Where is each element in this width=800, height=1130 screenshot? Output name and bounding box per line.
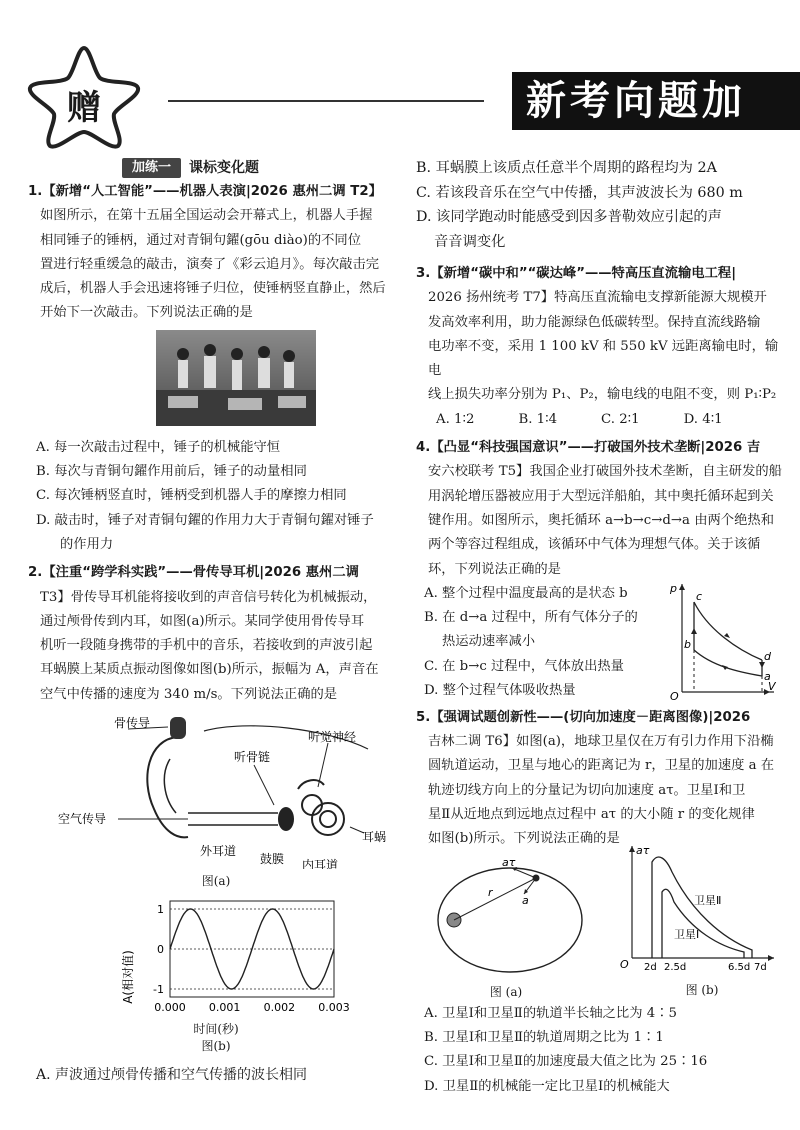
q3-line: 电功率不变，采用 1 100 kV 和 550 kV 远距离输电时，输电 (428, 338, 779, 379)
q3-option-d[interactable]: D. 4∶1 (683, 411, 723, 427)
q2-option-d[interactable]: D. 该同学跑动时能感受到因多普勒效应引起的声 (416, 209, 722, 225)
orbit-diagram (426, 856, 596, 986)
q2-tag: 【注重“跨学科实践”——骨传导耳机|2026 惠州二调 (42, 565, 359, 581)
q5-line: 星Ⅱ从近地点到远地点过程中 aτ 的大小随 r 的变化规律 (428, 807, 755, 823)
chart-ylabel: A(相对值) (121, 950, 135, 1005)
q3-line: 发高效率利用，助力能源绿色低碳转型。保持直流线路输 (428, 314, 761, 330)
ear-diagram (28, 709, 404, 869)
q1-tag: 【新增“人工智能”——机器人表演|2026 惠州二调 T2】 (42, 184, 382, 199)
vibration-chart (28, 893, 404, 1021)
q3-line: 线上损失功率分别为 P₁、P₂，输电线的电阻不变，则 P₁∶P₂ (428, 387, 777, 403)
pv-state-a: a (764, 669, 771, 683)
q1-line: 成后，机器人手会迅速将锤子归位，使锤柄竖直静止，然后 (40, 281, 386, 297)
q1-option-d-cont: 的作用力 (60, 536, 114, 552)
chart-xtick-2.5d: 2.5d (664, 961, 687, 973)
q1-option-d[interactable]: D. 敲击时，锤子对青铜句鑃的作用力大于青铜句鑃对锤子 (36, 512, 374, 528)
chart-xtick-7d: 7d (754, 961, 767, 973)
q2-option-b[interactable]: B. 耳蜗膜上该质点任意半个周期的路程均为 2A (416, 160, 717, 176)
label-bone-conduction: 骨传导 (114, 716, 151, 731)
q3-number: 3. (416, 266, 431, 281)
chart-origin: O (620, 957, 629, 971)
chart-y-label: aτ (636, 843, 650, 857)
q2-line: 耳蜗膜上某质点振动图像如图(b)所示，振幅为 A，声音在 (40, 662, 379, 678)
q1-option-c[interactable]: C. 每次锤柄竖直时，锤柄受到机器人手的摩擦力相同 (36, 488, 347, 504)
chart-xtick-6.5d: 6.5d (728, 961, 751, 973)
tangential-acceleration-chart (612, 842, 782, 974)
q5-line: 轨迹切线方向上的分量记为切向加速度 aτ。卫星Ⅰ和卫 (428, 782, 746, 798)
q5-tag: 【强调试题创新性——(切向加速度－距离图像)|2026 (430, 709, 751, 725)
q4-tag: 【凸显“科技强国意识”——打破国外技术垄断|2026 吉 (430, 440, 761, 456)
chart-xtick: 0.002 (263, 1001, 296, 1015)
chart-ytick: -1 (153, 983, 164, 997)
q2-option-c[interactable]: C. 若该段音乐在空气中传播，其声波波长为 680 m (416, 184, 743, 201)
q3-tag: 【新增“碳中和”“碳达峰”——特高压直流输电工程| (430, 266, 737, 281)
chart-xtick: 0.000 (154, 1001, 186, 1015)
pv-state-b: b (684, 637, 691, 651)
label-air-conduction: 空气传导 (58, 812, 107, 827)
q4-line: 用涡轮增压器被应用于大型远洋船舶，其中奥托循环起到关 (428, 488, 774, 504)
q4-number: 4. (416, 440, 431, 456)
q4-option-b-cont: 热运动速率减小 (442, 634, 536, 650)
left-column (28, 156, 404, 1088)
label-ossicles: 听骨链 (234, 750, 271, 765)
q3-stem (416, 262, 786, 286)
q4-line: 键作用。如图所示，奥托循环 a→b→c→d→a 由两个绝热和 (428, 512, 774, 528)
label-cochlea: 耳蜗 (362, 830, 387, 845)
page-title: 新考向题加 (512, 72, 800, 130)
q2-stem (28, 561, 404, 585)
chart-ytick: 1 (157, 903, 164, 917)
section-heading (122, 156, 404, 180)
orbit-label-atau: aτ (502, 855, 516, 869)
chart-xtick-2d: 2d (644, 961, 657, 973)
q3-option-c[interactable]: C. 2∶1 (601, 411, 640, 427)
q2-chart-xlabel: 时间(秒) (193, 1022, 239, 1037)
q2-line: 通过颅骨传到内耳，如图(a)所示。某同学使用骨传导耳 (40, 613, 365, 629)
q5-option-d[interactable]: D. 卫星Ⅱ的机械能一定比卫星Ⅰ的机械能大 (424, 1078, 670, 1094)
chart-ytick: 0 (157, 943, 164, 957)
chart-xtick: 0.003 (318, 1001, 350, 1015)
section-title: 课标变化题 (189, 159, 260, 176)
q4-option-d[interactable]: D. 整个过程气体吸收热量 (424, 683, 576, 699)
chart-sat1-label: 卫星Ⅰ (674, 927, 700, 941)
pv-diagram (668, 580, 778, 702)
q1-line: 如图所示，在第十五届全国运动会开幕式上，机器人手握 (40, 208, 373, 224)
q2-option-d-cont: 音音调变化 (434, 233, 506, 250)
pv-state-c: c (696, 589, 703, 603)
q5-line: 吉林二调 T6】如图(a)，地球卫星仅在万有引力作用下沿椭 (428, 734, 774, 750)
q5-number: 5. (416, 709, 431, 725)
q4-stem (416, 436, 786, 460)
q4-line: 环，下列说法正确的是 (428, 561, 561, 577)
q4-line: 安六校联考 T5】我国企业打破国外技术垄断，自主研发的船 (428, 464, 782, 480)
pv-state-d: d (764, 649, 771, 663)
q1-number: 1. (28, 184, 43, 199)
q2-line: 机听一段随身携带的手机中的音乐，若接收到的声波引起 (40, 638, 373, 654)
q3-option-b[interactable]: B. 1∶4 (518, 411, 558, 427)
orbit-label-r: r (488, 885, 493, 899)
q1-line: 置进行轻重缓急的敲击，演奏了《彩云追月》。每次敲击完 (40, 256, 380, 272)
q5-option-c[interactable]: C. 卫星Ⅰ和卫星Ⅱ的加速度最大值之比为 25∶16 (424, 1054, 708, 1070)
label-eardrum: 鼓膜 (260, 852, 285, 867)
label-auditory-nerve: 听觉神经 (308, 730, 357, 745)
section-badge: 加练一 (122, 158, 181, 178)
q5-figures (416, 843, 786, 1002)
q2-fig-a-caption: 图(a) (201, 874, 231, 889)
q2-line: T3】骨传导耳机能将接收到的声音信号转化为机械振动， (40, 589, 377, 605)
q5-stem (416, 706, 786, 730)
pv-axis-v: V (768, 679, 776, 693)
robot-performance-photo (28, 330, 404, 428)
q4-option-c[interactable]: C. 在 b→c 过程中，气体放出热量 (424, 658, 624, 674)
right-column (416, 156, 786, 1099)
q1-line: 开始下一次敲击。下列说法正确的是 (40, 305, 253, 321)
q2-option-a[interactable]: A. 声波通过颅骨传播和空气传播的波长相同 (36, 1067, 308, 1084)
q1-option-a[interactable]: A. 每一次敲击过程中，锤子的机械能守恒 (36, 439, 281, 455)
chart-xtick: 0.001 (208, 1001, 241, 1015)
orbit-label-a: a (522, 893, 529, 907)
pv-axis-p: p (670, 581, 677, 595)
q2-line: 空气中传播的速度为 340 m/s。下列说法正确的是 (40, 686, 338, 702)
q5-fig-b-caption: 图 (b) (685, 982, 719, 997)
gift-badge-label: 赠 (67, 88, 101, 128)
q4-option-a[interactable]: A. 整个过程中温度最高的是状态 b (424, 585, 628, 601)
q4-options-block (416, 582, 786, 704)
q5-fig-a-caption: 图 (a) (489, 984, 523, 999)
q1-stem (28, 180, 404, 204)
q3-options (416, 408, 786, 432)
q2-fig-b-caption: 图(b) (201, 1039, 231, 1054)
q5-line: 圆轨道运动，卫星与地心的距离记为 r，卫星的加速度 a 在 (428, 758, 775, 774)
q4-option-b[interactable]: B. 在 d→a 过程中，所有气体分子的 (424, 610, 638, 626)
q4-line: 两个等容过程组成，该循环中气体为理想气体。关于该循 (428, 537, 761, 553)
q2-number: 2. (28, 565, 43, 581)
pv-origin: O (670, 689, 679, 702)
label-outer-canal: 外耳道 (200, 844, 237, 859)
label-inner-canal: 内耳道 (302, 858, 339, 870)
q3-option-a[interactable]: A. 1∶2 (436, 411, 475, 427)
q5-option-b[interactable]: B. 卫星Ⅰ和卫星Ⅱ的轨道周期之比为 1∶1 (424, 1029, 664, 1045)
q5-line: 如图(b)所示。下列说法正确的是 (428, 831, 620, 847)
chart-sat2-label: 卫星Ⅱ (694, 893, 722, 907)
q1-line: 相同锤子的锤柄，通过对青铜句鑃(gōu diào)的不同位 (40, 232, 362, 248)
header-rule (168, 100, 484, 102)
q3-line: 2026 扬州统考 T7】特高压直流输电支撑新能源大规模开 (428, 290, 767, 306)
q1-option-b[interactable]: B. 每次与青铜句鑃作用前后，锤子的动量相同 (36, 464, 307, 480)
q5-option-a[interactable]: A. 卫星Ⅰ和卫星Ⅱ的轨道半长轴之比为 4∶5 (424, 1005, 677, 1021)
